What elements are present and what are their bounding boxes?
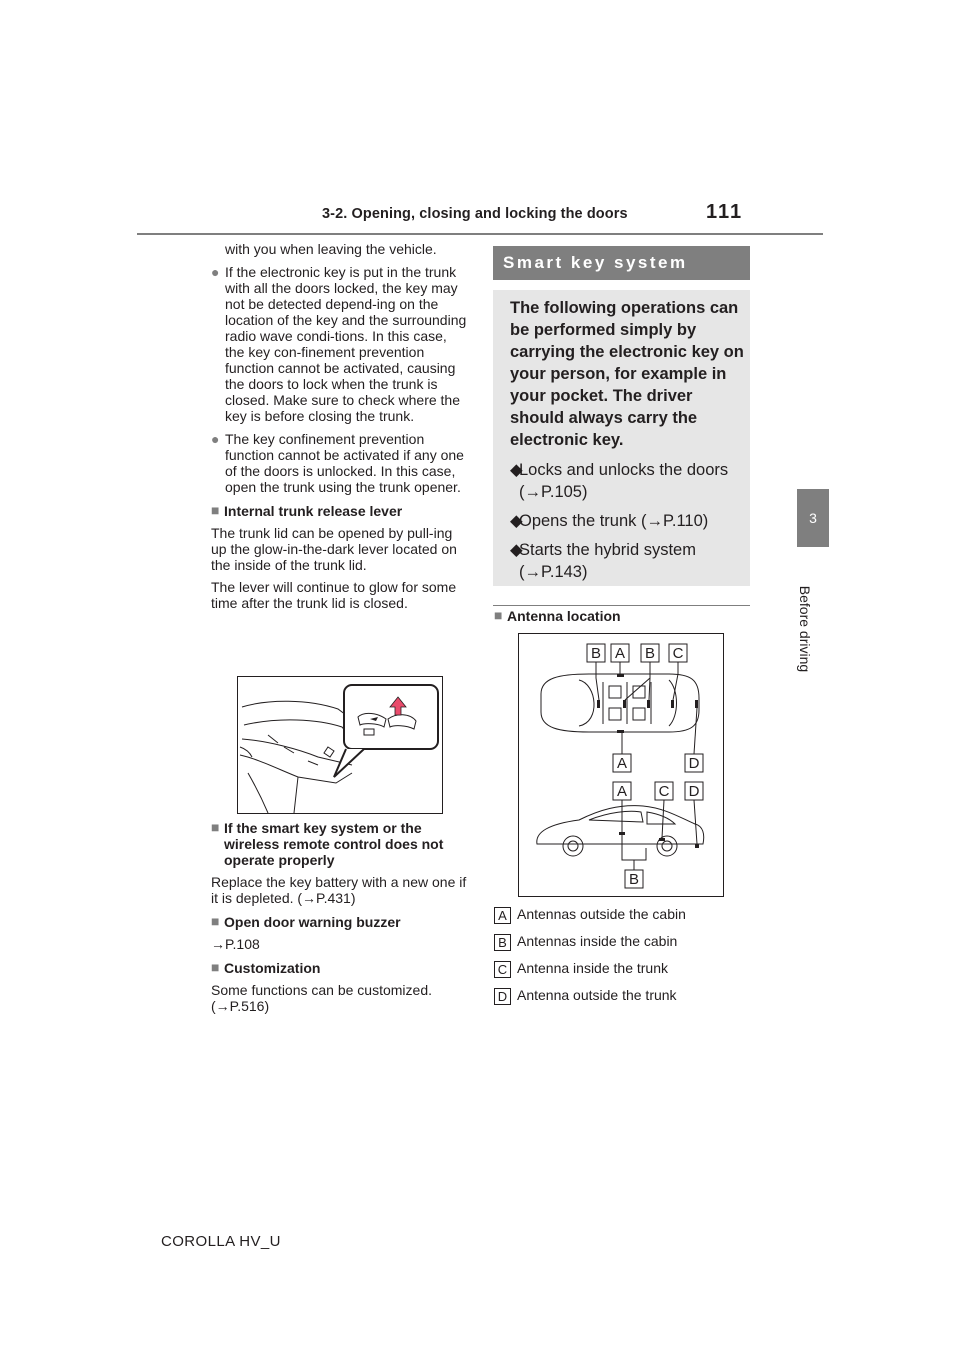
- footer-model-code: COROLLA HV_U: [161, 1233, 281, 1250]
- subheading-open-door-buzzer: [211, 914, 469, 930]
- bullet-text: The key confinement prevention function cannot be activated if any one of the doors is unlocked. In this case, open the trunk using the trunk opener.: [225, 431, 464, 495]
- square-bullet-icon: ■: [211, 502, 220, 518]
- square-bullet-icon: ■: [211, 819, 220, 835]
- diamond-bullet-icon: ◆: [510, 461, 523, 479]
- page-number: 111: [706, 201, 744, 223]
- bullet-item-key-in-trunk: [211, 264, 469, 424]
- bullet-text: If the electronic key is put in the trunk with all the doors locked, the key may not be detected depend-ing on the location of the key and the surrounding radio wave condi-tions. In this case, the key con-finement prevention function cannot be activated, causing the doors to lock when the trunk is closed. Make sure to check where the key is before closing the trunk.: [225, 264, 467, 424]
- intro-line: with you when leaving the vehicle.: [225, 241, 437, 257]
- legend-row-c: [494, 960, 668, 978]
- antenna-markers: [597, 674, 699, 848]
- summary-item-lock: [510, 459, 742, 503]
- legend-text: Antenna outside the trunk: [517, 987, 677, 1003]
- subheading-text: Open door warning buzzer: [224, 914, 401, 930]
- bullet-dot-icon: ●: [211, 431, 220, 447]
- legend-letter-b: B: [494, 934, 511, 951]
- square-bullet-icon: ■: [211, 959, 220, 975]
- label-c-top: C: [672, 645, 684, 662]
- summary-intro: The following operations can be performed simply by carrying the electronic key on your person, for example in your pocket. The driver should always carry the electronic key.: [510, 299, 744, 449]
- subheading-antenna-location: [494, 608, 750, 624]
- legend-row-d: [494, 987, 677, 1005]
- label-b-top-1: B: [590, 645, 602, 662]
- trunk-release-lever-illustration: [237, 676, 443, 814]
- subheading-trunk-release: [211, 503, 469, 519]
- car-side-view: [537, 806, 704, 856]
- chapter-tab-label: [795, 583, 815, 673]
- antenna-heading-wrap: [494, 608, 750, 624]
- bullet-dot-icon: ●: [211, 264, 220, 280]
- left-column-lower: [211, 820, 469, 1014]
- section-separator: [493, 605, 750, 606]
- label-c-row2: C: [658, 783, 670, 800]
- paragraph-buzzer-ref: →P.108: [211, 936, 260, 952]
- legend-letter-a: A: [494, 907, 511, 924]
- antenna-diagram-svg: [519, 634, 723, 896]
- label-a-mid: A: [616, 755, 628, 772]
- label-a-top: A: [614, 645, 626, 662]
- legend-text: Antenna inside the trunk: [517, 960, 668, 976]
- subheading-text: Customization: [224, 960, 321, 976]
- paragraph-lever-glow: The lever will continue to glow for some time after the trunk lid is closed.: [211, 579, 457, 611]
- bullet-item-door-unlocked: [211, 431, 469, 495]
- legend-text: Antennas inside the cabin: [517, 933, 678, 949]
- running-header-title: 3-2. Opening, closing and locking the doors: [322, 206, 628, 222]
- header-rule: [137, 233, 823, 235]
- car-top-view: [541, 674, 699, 732]
- subheading-customization: [211, 960, 469, 976]
- square-bullet-icon: ■: [494, 607, 503, 623]
- paragraph-customization: Some functions can be customized. (→P.516): [211, 982, 433, 1014]
- summary-item-text: Locks and unlocks the doors (→P.105): [519, 461, 729, 501]
- label-b-bottom: B: [628, 871, 640, 888]
- chapter-tab: 3: [797, 489, 829, 547]
- legend-letter-c: C: [494, 961, 511, 978]
- legend-text: Antennas outside the cabin: [517, 906, 686, 922]
- summary-item-trunk: [510, 510, 742, 532]
- summary-item-text: Starts the hybrid system (→P.143): [519, 541, 696, 581]
- section-title-bar: Smart key system: [493, 246, 750, 280]
- subheading-text: Antenna location: [507, 608, 621, 624]
- leader-lines: [596, 662, 697, 870]
- legend-row-b: [494, 933, 677, 951]
- diamond-bullet-icon: ◆: [510, 512, 523, 530]
- subheading-text: Internal trunk release lever: [224, 503, 403, 519]
- label-a-row2: A: [616, 783, 628, 800]
- left-column: [211, 241, 469, 611]
- label-d-row2: D: [688, 783, 700, 800]
- subheading-text: If the smart key system or the wireless remote control does not operate properly: [224, 820, 444, 868]
- subheading-smart-key-issue: [211, 820, 469, 868]
- label-b-top-2: B: [644, 645, 656, 662]
- label-d-mid: D: [688, 755, 700, 772]
- summary-item-hybrid: [510, 539, 742, 583]
- legend-row-a: [494, 906, 686, 924]
- chapter-tab-label-text: Before driving: [797, 585, 813, 673]
- car-rear-lever-drawing: [238, 677, 442, 813]
- legend-letter-d: D: [494, 988, 511, 1005]
- paragraph-replace-battery: Replace the key battery with a new one if it is depleted. (→P.431): [211, 874, 467, 906]
- diamond-bullet-icon: ◆: [510, 541, 523, 559]
- square-bullet-icon: ■: [211, 913, 220, 929]
- summary-item-text: Opens the trunk (→P.110): [519, 512, 709, 530]
- paragraph-trunk-lid: The trunk lid can be opened by pull-ing up the glow-in-the-dark lever located on the inside of the trunk lid.: [211, 525, 457, 573]
- antenna-location-diagram: [518, 633, 724, 897]
